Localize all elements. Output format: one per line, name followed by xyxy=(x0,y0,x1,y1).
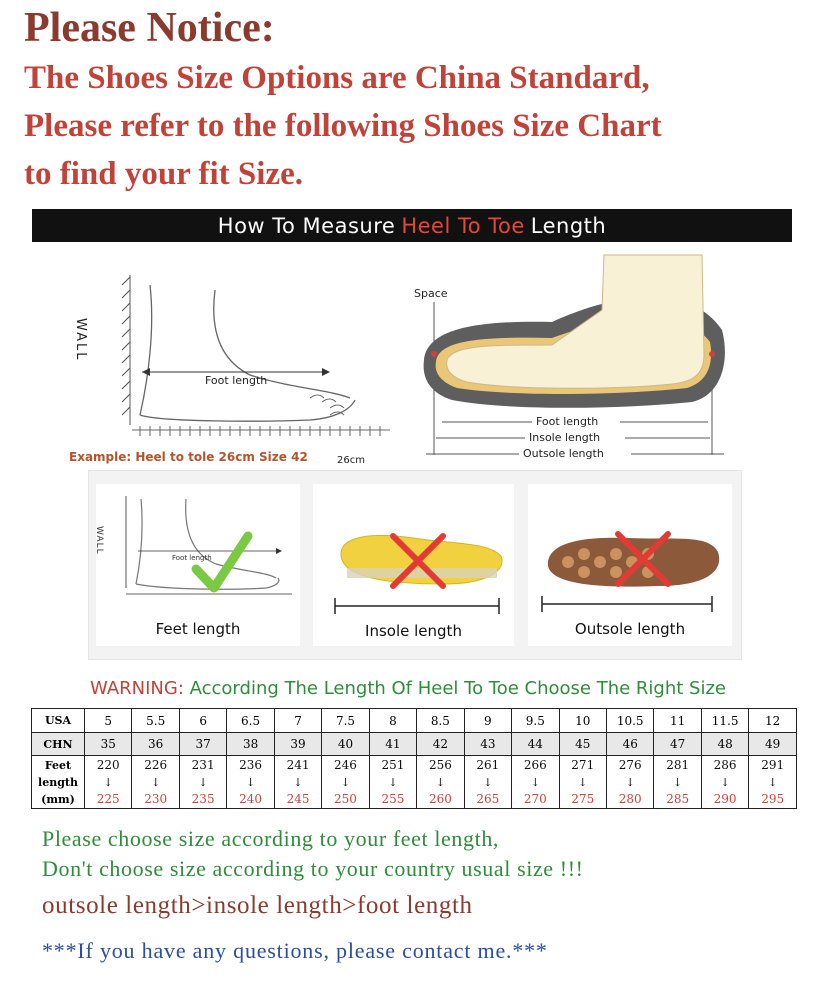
usa-label: USA xyxy=(32,709,85,733)
feet-length-cell xyxy=(512,756,559,809)
chn-size-cell: 45 xyxy=(559,733,606,756)
feet-max: 225 xyxy=(96,791,120,806)
feet-min: 276 xyxy=(618,757,642,772)
chn-size-cell: 39 xyxy=(274,733,321,756)
warning-label: WARNING: xyxy=(90,678,184,699)
feet-min: 266 xyxy=(523,757,547,772)
feet-min: 241 xyxy=(286,757,310,772)
down-arrow-icon: ↓ xyxy=(530,775,540,789)
chn-size-cell: 43 xyxy=(464,733,511,756)
chn-row xyxy=(32,733,797,756)
usa-size-cell: 5 xyxy=(85,709,132,733)
chn-size-cell: 41 xyxy=(369,733,416,756)
wall-hatch xyxy=(122,275,130,425)
feet-length-panel xyxy=(96,484,300,646)
down-arrow-icon: ↓ xyxy=(720,775,730,789)
down-arrow-icon: ↓ xyxy=(768,775,778,789)
usa-size-cell: 9.5 xyxy=(512,709,559,733)
ruler-value: 26cm xyxy=(337,455,365,466)
usa-size-cell: 10.5 xyxy=(606,709,653,733)
feet-min: 281 xyxy=(666,757,690,772)
foot-length-arrow-label: Foot length xyxy=(536,415,599,428)
warning-text: According The Length Of Heel To Toe Choose The Right Size xyxy=(189,678,726,699)
notice-title: Please Notice: xyxy=(24,5,275,51)
notice-line-3: to find your fit Size. xyxy=(24,156,303,192)
usa-size-cell: 8 xyxy=(369,709,416,733)
advice-line-3: outsole length>insole length>foot length xyxy=(42,892,473,919)
chn-size-cell: 38 xyxy=(227,733,274,756)
feet-length-cell xyxy=(701,756,748,809)
down-arrow-icon: ↓ xyxy=(435,775,445,789)
notice-line-1: The Shoes Size Options are China Standard, xyxy=(24,60,650,96)
usa-size-cell: 8.5 xyxy=(417,709,464,733)
feet-length-illustration xyxy=(96,484,300,609)
feet-max: 290 xyxy=(713,791,737,806)
feet-max: 255 xyxy=(381,791,405,806)
outsole-length-caption: Outsole length xyxy=(574,620,686,638)
check-mark-icon xyxy=(196,536,248,588)
feet-min: 271 xyxy=(571,757,595,772)
usa-size-cell: 5.5 xyxy=(132,709,179,733)
feet-length-cell xyxy=(85,756,132,809)
outsole-length-arrow-label: Outsole length xyxy=(523,447,604,460)
small-wall-label: WALL xyxy=(94,526,104,555)
feet-min: 286 xyxy=(713,757,737,772)
insole-length-panel xyxy=(313,484,514,646)
advice-line-2: Don't choose size according to your country usual size !!! xyxy=(42,856,584,881)
advice-line-1: Please choose size according to your feet length, xyxy=(42,826,500,851)
outsole-length-panel xyxy=(528,484,732,646)
toes xyxy=(310,395,344,415)
shoe-cross-section xyxy=(412,250,742,465)
usa-row xyxy=(32,709,797,733)
feet-length-cell xyxy=(464,756,511,809)
feet-length-cell xyxy=(132,756,179,809)
feet-max: 230 xyxy=(144,791,168,806)
feet-min: 231 xyxy=(191,757,215,772)
down-arrow-icon: ↓ xyxy=(103,775,113,789)
feet-length-cell xyxy=(654,756,701,809)
chn-size-cell: 49 xyxy=(749,733,797,756)
feet-length-cell xyxy=(559,756,606,809)
feet-max: 245 xyxy=(286,791,310,806)
feet-max: 260 xyxy=(428,791,452,806)
down-arrow-icon: ↓ xyxy=(483,775,493,789)
foot-length-label: Foot length xyxy=(205,374,268,387)
feet-label-1: Feet xyxy=(44,758,72,772)
feet-min: 236 xyxy=(239,757,263,772)
size-chart-table xyxy=(31,708,797,809)
chn-size-cell: 47 xyxy=(654,733,701,756)
outsole-illustration xyxy=(528,484,732,614)
banner-part-2: Heel To Toe xyxy=(401,213,525,238)
usa-size-cell: 9 xyxy=(464,709,511,733)
feet-max: 240 xyxy=(239,791,263,806)
feet-max: 285 xyxy=(666,791,690,806)
feet-min: 251 xyxy=(381,757,405,772)
feet-length-cell xyxy=(227,756,274,809)
insole-length-arrow-label: Insole length xyxy=(529,431,601,444)
chn-size-cell: 42 xyxy=(417,733,464,756)
down-arrow-icon: ↓ xyxy=(293,775,303,789)
chn-label: CHN xyxy=(32,733,85,756)
feet-min: 291 xyxy=(761,757,785,772)
chn-size-cell: 44 xyxy=(512,733,559,756)
feet-length-cell xyxy=(369,756,416,809)
chn-size-cell: 35 xyxy=(85,733,132,756)
feet-min: 226 xyxy=(144,757,168,772)
banner-part-1: How To Measure xyxy=(217,213,396,238)
insole-illustration xyxy=(313,484,514,614)
feet-min: 256 xyxy=(428,757,452,772)
feet-length-cell xyxy=(606,756,653,809)
ruler xyxy=(132,426,390,436)
feet-max: 295 xyxy=(761,791,785,806)
usa-size-cell: 11 xyxy=(654,709,701,733)
usa-size-cell: 7 xyxy=(274,709,321,733)
measure-banner xyxy=(32,209,792,242)
down-arrow-icon: ↓ xyxy=(198,775,208,789)
down-arrow-icon: ↓ xyxy=(340,775,351,789)
foot-wall-diagram xyxy=(60,250,420,475)
usa-size-cell: 10 xyxy=(559,709,606,733)
chn-size-cell: 36 xyxy=(132,733,179,756)
chn-size-cell: 48 xyxy=(701,733,748,756)
feet-max: 265 xyxy=(476,791,500,806)
feet-max: 275 xyxy=(571,791,595,806)
feet-length-cell xyxy=(749,756,797,809)
insole-length-caption: Insole length xyxy=(365,622,462,640)
usa-size-cell: 11.5 xyxy=(701,709,748,733)
usa-size-cell: 6.5 xyxy=(227,709,274,733)
chn-size-cell: 37 xyxy=(179,733,226,756)
chn-size-cell: 40 xyxy=(322,733,369,756)
feet-min: 246 xyxy=(334,757,357,772)
feet-max: 250 xyxy=(334,791,357,806)
usa-size-cell: 12 xyxy=(749,709,797,733)
banner-part-3: Length xyxy=(530,213,607,238)
example-text: Example: Heel to tole 26cm Size 42 xyxy=(69,450,308,464)
feet-length-caption: Feet length xyxy=(155,620,241,638)
warning-line xyxy=(90,678,726,699)
usa-size-cell: 6 xyxy=(179,709,226,733)
feet-min: 220 xyxy=(96,757,120,772)
contact-line: ***If you have any questions, please contact me.*** xyxy=(42,938,548,963)
down-arrow-icon: ↓ xyxy=(151,775,161,789)
down-arrow-icon: ↓ xyxy=(578,775,588,789)
feet-label-3: (mm) xyxy=(41,792,75,806)
feet-length-cell xyxy=(417,756,464,809)
space-label: Space xyxy=(414,287,448,300)
feet-max: 280 xyxy=(618,791,642,806)
foot-outline xyxy=(140,400,355,421)
feet-label-2: length xyxy=(38,775,78,789)
wall-label: WALL xyxy=(73,318,88,362)
down-arrow-icon: ↓ xyxy=(673,775,683,789)
feet-max: 270 xyxy=(523,791,547,806)
feet-min: 261 xyxy=(476,757,500,772)
down-arrow-icon: ↓ xyxy=(388,775,398,789)
chn-size-cell: 46 xyxy=(606,733,653,756)
small-foot-label: Foot length xyxy=(172,554,212,562)
down-arrow-icon: ↓ xyxy=(625,775,635,789)
feet-length-row xyxy=(32,756,797,809)
feet-length-label xyxy=(32,756,85,809)
down-arrow-icon: ↓ xyxy=(245,775,256,789)
feet-length-cell xyxy=(274,756,321,809)
notice-line-2: Please refer to the following Shoes Size Chart xyxy=(24,108,662,144)
feet-max: 235 xyxy=(191,791,215,806)
feet-length-cell xyxy=(179,756,226,809)
usa-size-cell: 7.5 xyxy=(322,709,369,733)
feet-length-cell xyxy=(322,756,369,809)
